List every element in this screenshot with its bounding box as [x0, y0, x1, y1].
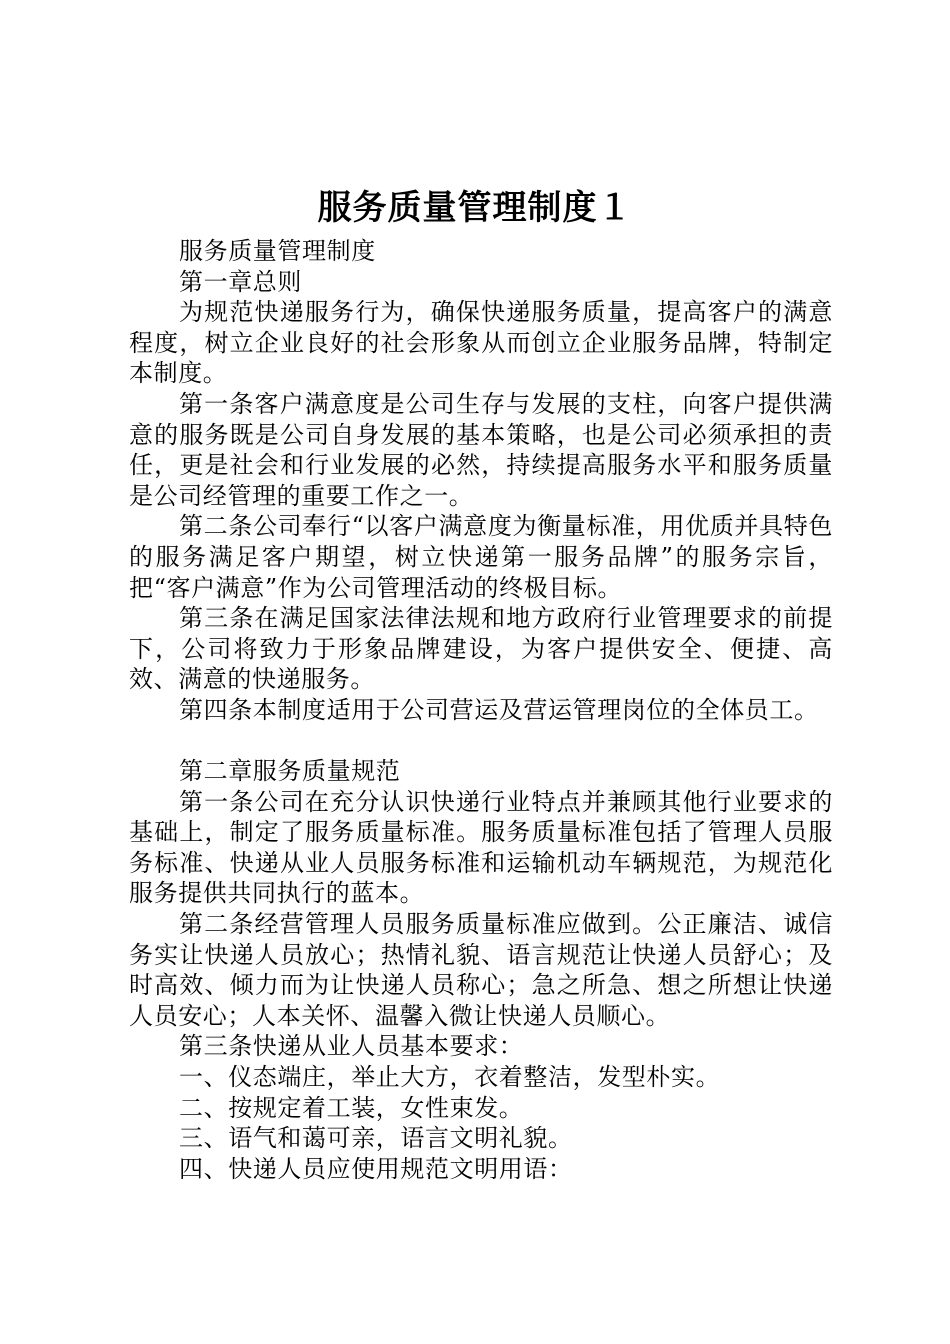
paragraph-intro: 为规范快递服务行为，确保快递服务质量，提高客户的满意程度，树立企业良好的社会形象从而创立企业服务品牌，特制定本制度。 — [129, 298, 833, 388]
paragraph-ch2-article-1: 第一条公司在充分认识快递行业特点并兼顾其他行业要求的基础上，制定了服务质量标准。服务质量标准包括了管理人员服务标准、快递从业人员服务标准和运输机动车辆规范，为规范化服务提供共同执行的蓝本。 — [129, 787, 833, 908]
document-title: 服务质量管理制度１ — [317, 188, 633, 228]
chapter-heading-1: 第一章总则 — [179, 267, 302, 296]
paragraph-ch2-article-3: 第三条快递从业人员基本要求： — [179, 1032, 524, 1061]
paragraph-article-1: 第一条客户满意度是公司生存与发展的支柱，向客户提供满意的服务既是公司自身发展的基本策略，也是公司必须承担的责任，更是社会和行业发展的必然，持续提高服务水平和服务质量是公司经管理的重要工作之一。 — [129, 389, 833, 510]
list-item-2: 二、按规定着工装，女性束发。 — [179, 1093, 524, 1122]
paragraph-article-4: 第四条本制度适用于公司营运及营运管理岗位的全体员工。 — [179, 695, 819, 724]
list-item-4: 四、快递人员应使用规范文明用语： — [179, 1154, 573, 1183]
list-item-1: 一、仪态端庄，举止大方，衣着整洁，发型朴实。 — [179, 1063, 721, 1092]
paragraph-ch2-article-2: 第二条经营管理人员服务质量标准应做到。公正廉洁、诚信务实让快递人员放心；热情礼貌、语言规范让快递人员舒心；及时高效、倾力而为让快递人员称心；急之所急、想之所想让快递人员安心；人本关怀、温馨入微让快递人员顺心。 — [129, 910, 833, 1030]
paragraph-article-3: 第三条在满足国家法律法规和地方政府行业管理要求的前提下，公司将致力于形象品牌建设，为客户提供安全、便捷、高效、满意的快递服务。 — [129, 604, 833, 694]
paragraph-article-2: 第二条公司奉行“以客户满意度为衡量标准，用优质并具特色的服务满足客户期望，树立快递第一服务品牌”的服务宗旨，把“客户满意”作为公司管理活动的终极目标。 — [129, 512, 833, 602]
list-item-3: 三、语气和蔼可亲，语言文明礼貌。 — [179, 1124, 573, 1153]
doc-subtitle: 服务质量管理制度 — [179, 237, 376, 265]
document-body — [129, 236, 833, 1184]
blank-line — [129, 726, 833, 757]
chapter-heading-2: 第二章服务质量规范 — [179, 757, 401, 786]
